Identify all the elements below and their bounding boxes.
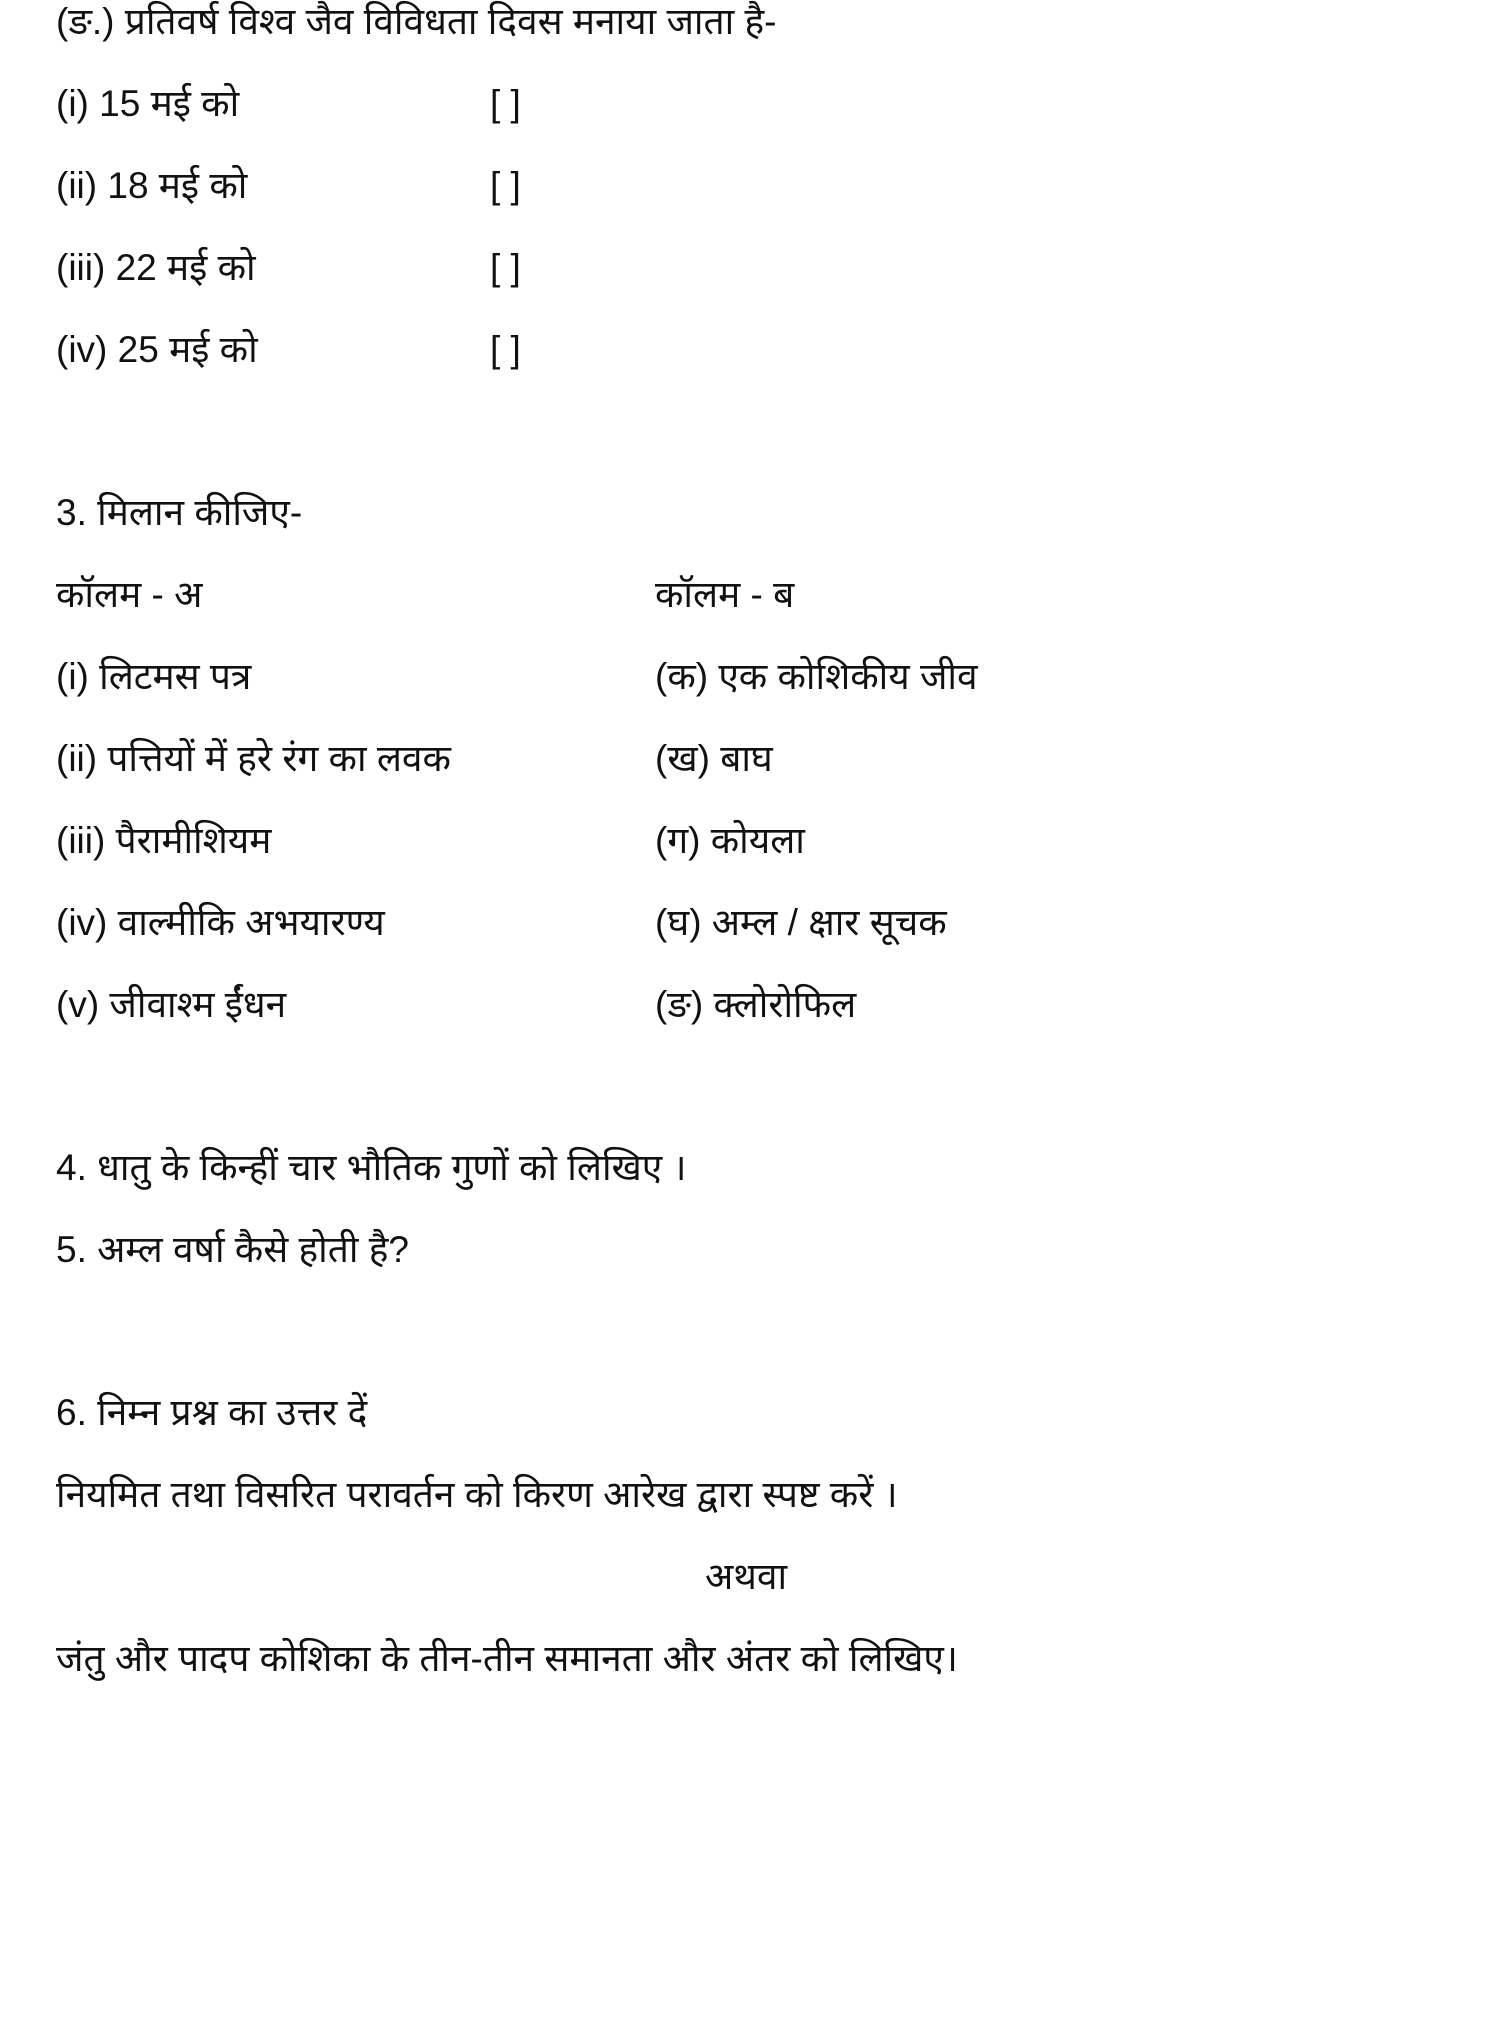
question-part-1: नियमित तथा विसरित परावर्तन को किरण आरेख द्वारा स्पष्ट करें । <box>56 1474 898 1515</box>
option-3: (iii) 22 मई को <box>56 247 256 288</box>
column-a-item: (iii) पैरामीशियम <box>56 820 272 861</box>
option-1: (i) 15 मई को <box>56 83 240 124</box>
option-4: (iv) 25 मई को <box>56 329 258 370</box>
question-title: 6. निम्न प्रश्न का उत्तर दें <box>56 1392 368 1433</box>
question-part-2: जंतु और पादप कोशिका के तीन-तीन समानता और अंतर को लिखिए। <box>56 1638 958 1679</box>
question-4: 4. धातु के किन्हीं चार भौतिक गुणों को लिखिए । <box>56 1147 687 1188</box>
column-a-item: (ii) पत्तियों में हरे रंग का लवक <box>56 738 451 779</box>
question-text: (ङ.) प्रतिवर्ष विश्व जैव विविधता दिवस मनाया जाता है- <box>56 1 777 42</box>
answer-box-3: [ ] <box>490 247 521 288</box>
column-a-item: (i) लिटमस पत्र <box>56 656 252 697</box>
or-separator: अथवा <box>705 1556 788 1597</box>
answer-box-1: [ ] <box>490 83 521 124</box>
question-5: 5. अम्ल वर्षा कैसे होती है? <box>56 1229 409 1270</box>
column-a-item: (iv) वाल्मीकि अभयारण्य <box>56 902 385 943</box>
question-title: 3. मिलान कीजिए- <box>56 492 303 533</box>
column-b-item: (ख) बाघ <box>655 738 773 779</box>
column-b-item: (ग) कोयला <box>655 820 805 861</box>
answer-box-2: [ ] <box>490 165 521 206</box>
column-b-header: कॉलम - ब <box>655 574 795 615</box>
column-a-header: कॉलम - अ <box>56 574 203 615</box>
option-2: (ii) 18 मई को <box>56 165 248 206</box>
column-b-item: (क) एक कोशिकीय जीव <box>655 656 978 697</box>
answer-box-4: [ ] <box>490 329 521 370</box>
column-a-item: (v) जीवाश्म ईंधन <box>56 984 287 1025</box>
column-b-item: (घ) अम्ल / क्षार सूचक <box>655 902 947 943</box>
column-b-item: (ङ) क्लोरोफिल <box>655 984 857 1025</box>
